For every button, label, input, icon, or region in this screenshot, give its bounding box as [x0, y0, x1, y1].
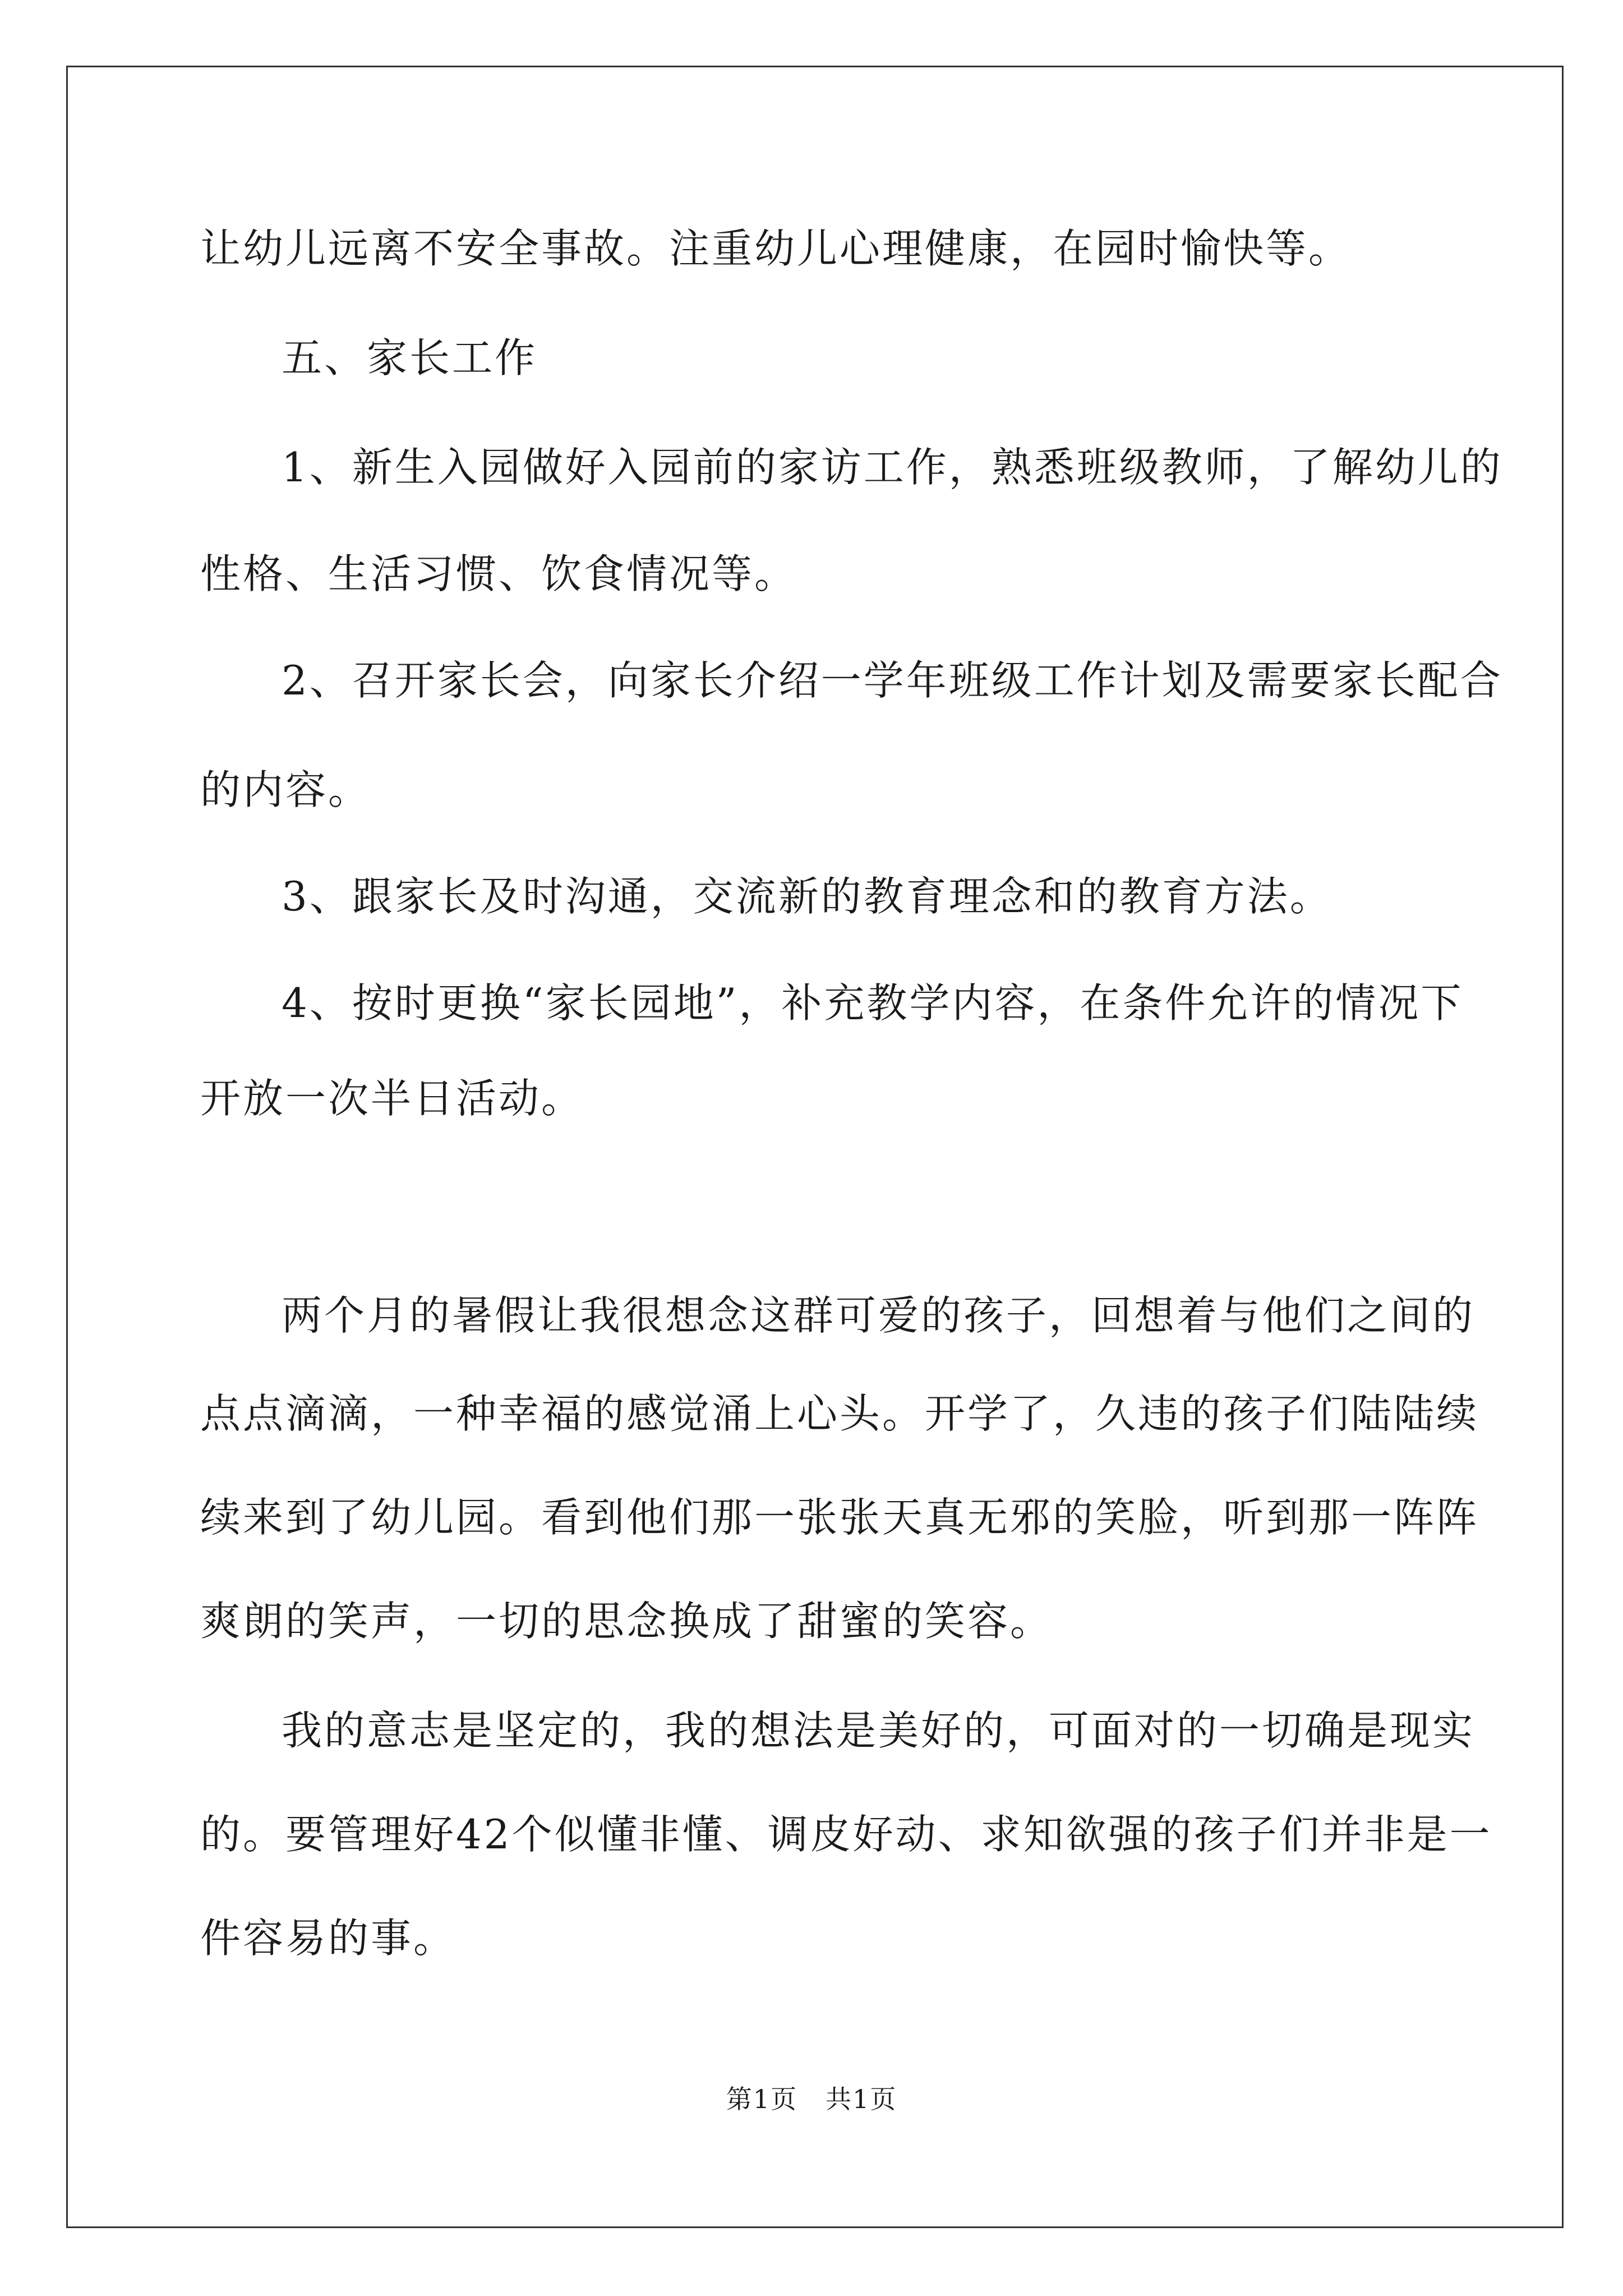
- text-line: 两个月的暑假让我很想念这群可爱的孩子，回想着与他们之间的: [282, 1292, 1476, 1339]
- page-border: [66, 66, 1564, 2228]
- text-line: 爽朗的笑声，一切的思念换成了甜蜜的笑容。: [200, 1598, 1053, 1645]
- text-line: 件容易的事。: [200, 1915, 457, 1962]
- page-footer: [0, 2082, 1623, 2116]
- page-number: 第1页: [726, 2084, 798, 2114]
- text-line: 性格、生活习惯、饮食情况等。: [200, 550, 797, 597]
- text-line: 2、召开家长会，向家长介绍一学年班级工作计划及需要家长配合: [282, 657, 1503, 704]
- text-line: 点点滴滴，一种幸福的感觉涌上心头。开学了，久违的孩子们陆陆续: [200, 1390, 1479, 1437]
- text-line: 开放一次半日活动。: [200, 1075, 584, 1122]
- text-line: 4、按时更换“家长园地”，补充教学内容，在条件允许的情况下: [282, 979, 1464, 1027]
- text-line: 我的意志是坚定的，我的想法是美好的，可面对的一切确是现实: [282, 1707, 1476, 1754]
- text-line: 让幼儿远离不安全事故。注重幼儿心理健康，在园时愉快等。: [200, 225, 1352, 272]
- text-line: 1、新生入园做好入园前的家访工作，熟悉班级教师，了解幼儿的: [282, 444, 1503, 491]
- text-line: 的。要管理好42个似懂非懂、调皮好动、求知欲强的孩子们并非是一: [200, 1811, 1492, 1858]
- section-heading: 五、家长工作: [282, 334, 538, 381]
- text-line: 的内容。: [200, 766, 371, 813]
- text-line: 3、跟家长及时沟通，交流新的教育理念和的教育方法。: [282, 873, 1332, 920]
- page-total: 共1页: [825, 2084, 897, 2114]
- text-line: 续来到了幼儿园。看到他们那一张张天真无邪的笑脸，听到那一阵阵: [200, 1494, 1479, 1541]
